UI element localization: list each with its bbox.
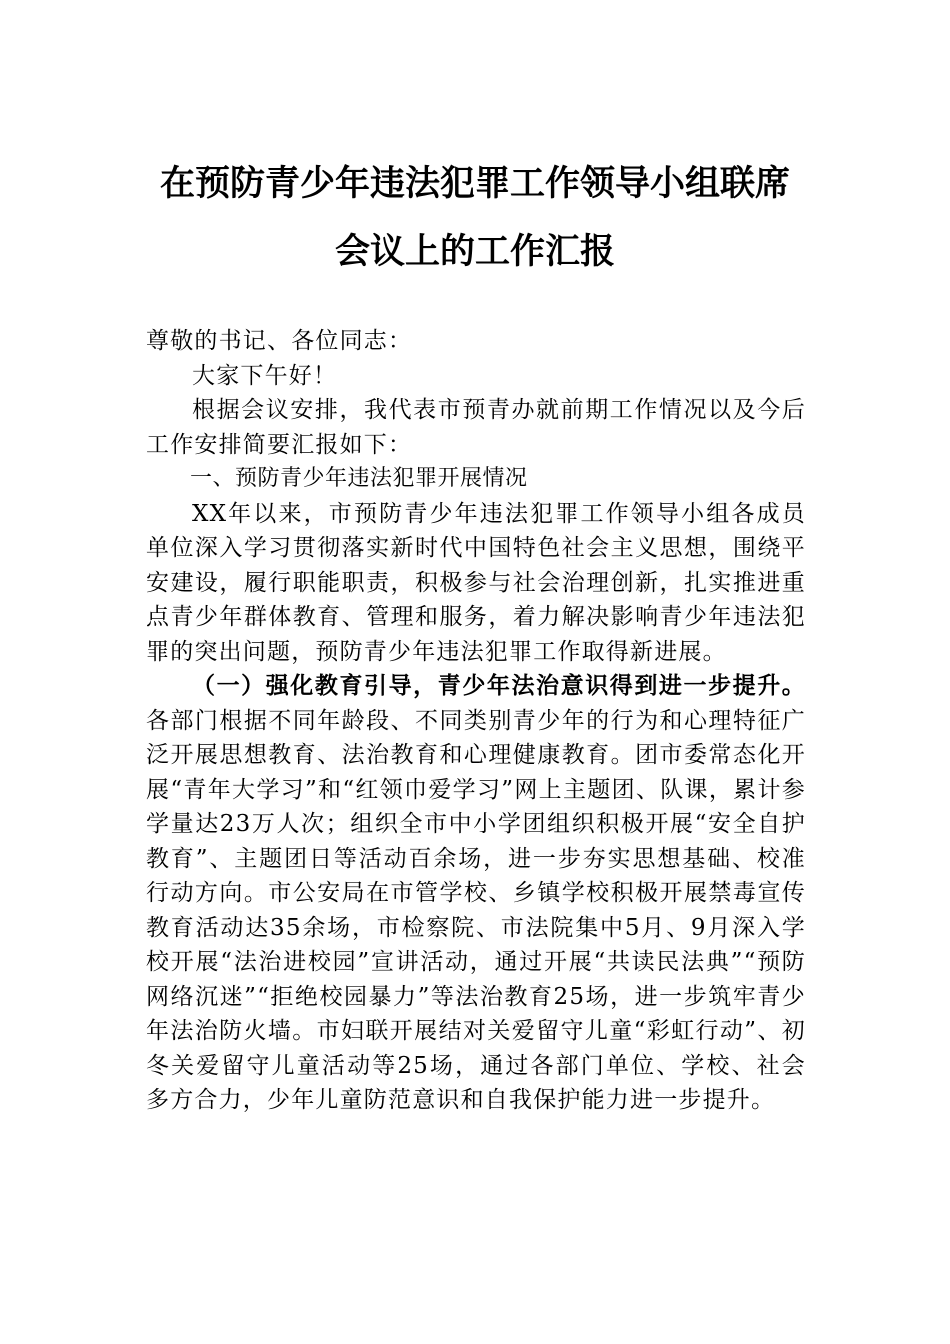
salutation: 尊敬的书记、各位同志： (146, 328, 413, 354)
section-1-heading: 一、预防青少年违法犯罪开展情况 (190, 466, 528, 491)
greeting: 大家下午好！ (192, 362, 338, 389)
subsection-1-paragraph (146, 669, 806, 1118)
document-title-line-1: 在预防青少年违法犯罪工作领导小组联席 (159, 163, 790, 204)
section-1-paragraph: XX年以来，市预防青少年违法犯罪工作领导小组各成员单位深入学习贯彻落实新时代中国特色社会主义思想，围绕平安建设，履行职能职责，积极参与社会治理创新，扎实推进重点青少年群体教育、管理和服务，着力解决影响青少年违法犯罪的突出问题，预防青少年违法犯罪工作取得新进展。 (146, 500, 806, 665)
subsection-1-body: 各部门根据不同年龄段、不同类别青少年的行为和心理特征广泛开展思想教育、法治教育和心理健康教育。团市委常态化开展“青年大学习”和“红领巾爱学习”网上主题团、队课，累计参学量达23万人次；组织全市中小学团组织积极开展“安全自护教育”、主题团日等活动百余场，进一步夯实思想基础、校准行动方向。市公安局在市管学校、乡镇学校积极开展禁毒宣传教育活动达35余场，市检察院、市法院集中5月、9月深入学校开展“法治进校园”宣讲活动，通过开展“共读民法典”“预防网络沉迷”“拒绝校园暴力”等法治教育25场，进一步筑牢青少年法治防火墙。市妇联开展结对关爱留守儿童“彩虹行动”、初冬关爱留守儿童活动等25场，通过各部门单位、学校、社会多方合力，少年儿童防范意识和自我保护能力进一步提升。 (146, 707, 806, 1113)
intro-paragraph: 根据会议安排，我代表市预青办就前期工作情况以及今后工作安排简要汇报如下： (146, 397, 806, 458)
subsection-1-heading: （一）强化教育引导，青少年法治意识得到进一步提升。 (192, 672, 806, 699)
document-body (146, 324, 806, 1118)
document-title-line-2: 会议上的工作汇报 (334, 231, 615, 272)
